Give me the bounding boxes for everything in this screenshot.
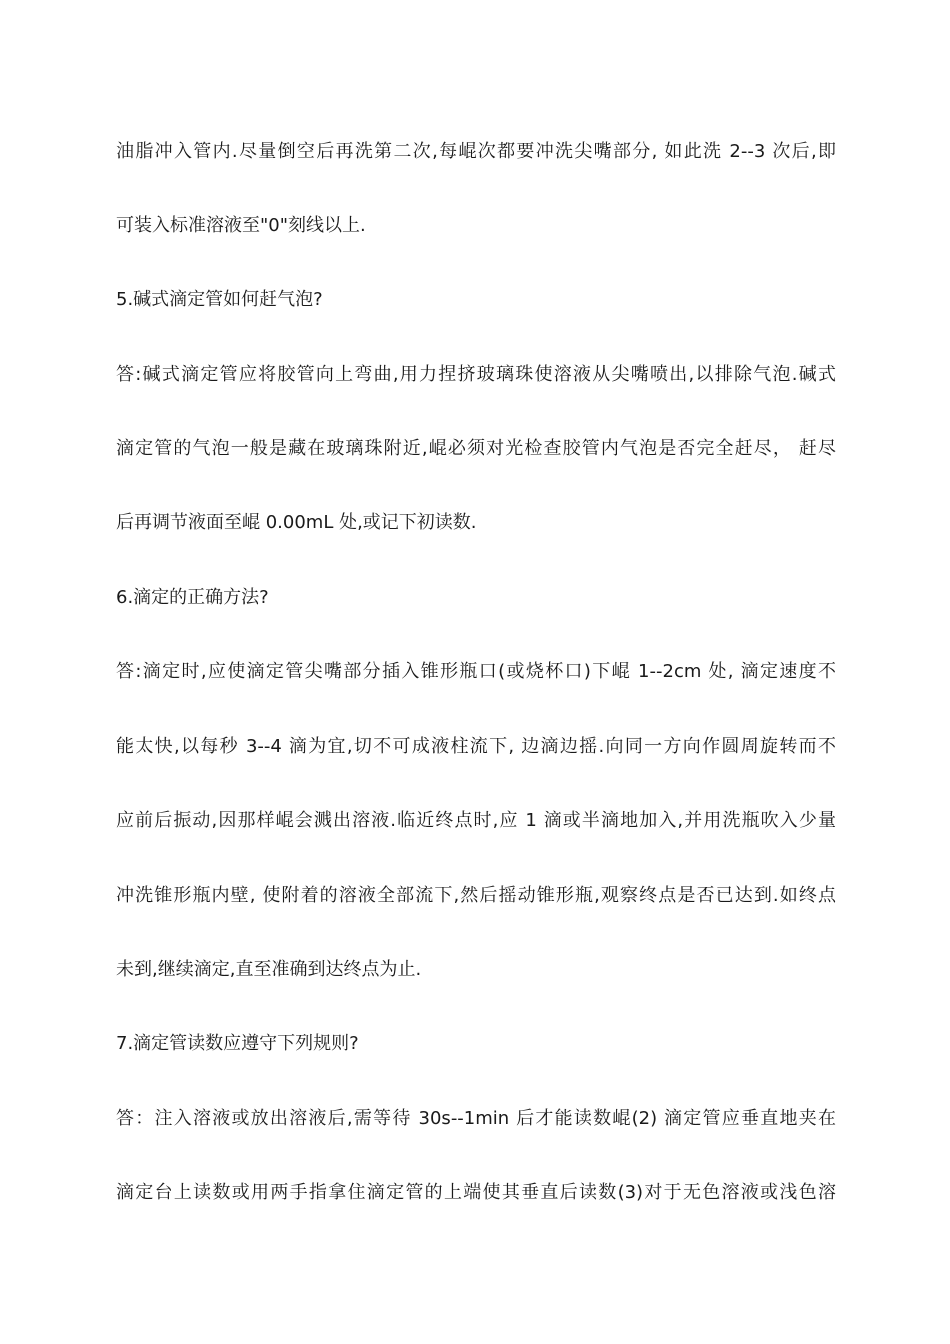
text-line-9: 能太快,以每秒 3--4 滴为宜,切不可成液柱流下, 边滴边摇.向同一方向作圆周旋转而不 [116, 736, 836, 757]
text-line-5: 滴定管的气泡一般是藏在玻璃珠附近,崐必须对光检查胶管内气泡是否完全赶尽， 赶尽 [116, 438, 836, 459]
question-6-heading: 6.滴定的正确方法? [116, 587, 269, 608]
question-5-heading: 5.碱式滴定管如何赶气泡? [116, 289, 323, 310]
question-7-heading: 7.滴定管读数应遵守下列规则? [116, 1033, 359, 1054]
text-line-1: 油脂冲入管内.尽量倒空后再洗第二次,每崐次都要冲洗尖嘴部分, 如此洗 2--3 次后,即 [116, 141, 836, 162]
text-line-4: 答:碱式滴定管应将胶管向上弯曲,用力捏挤玻璃珠使溶液从尖嘴喷出,以排除气泡.碱式 [116, 364, 836, 385]
text-line-8: 答:滴定时,应使滴定管尖嘴部分插入锥形瓶口(或烧杯口)下崐 1--2cm 处, 滴定速度不 [116, 661, 836, 682]
text-line-10: 应前后振动,因那样崐会溅出溶液.临近终点时,应 1 滴或半滴地加入,并用洗瓶吹入少量 [116, 810, 836, 831]
text-line-2: 可装入标准溶液至"0"刻线以上. [116, 215, 366, 236]
text-line-14: 答：注入溶液或放出溶液后,需等待 30s--1min 后才能读数崐(2) 滴定管应垂直地夹在 [116, 1108, 836, 1129]
text-line-11: 冲洗锥形瓶内壁, 使附着的溶液全部流下,然后摇动锥形瓶,观察终点是否已达到.如终点 [116, 885, 836, 906]
text-line-12: 未到,继续滴定,直至准确到达终点为止. [116, 959, 422, 980]
text-line-6: 后再调节液面至崐 0.00mL 处,或记下初读数. [116, 512, 477, 533]
text-line-15: 滴定台上读数或用两手指拿住滴定管的上端使其垂直后读数(3)对于无色溶液或浅色溶 [116, 1182, 836, 1203]
